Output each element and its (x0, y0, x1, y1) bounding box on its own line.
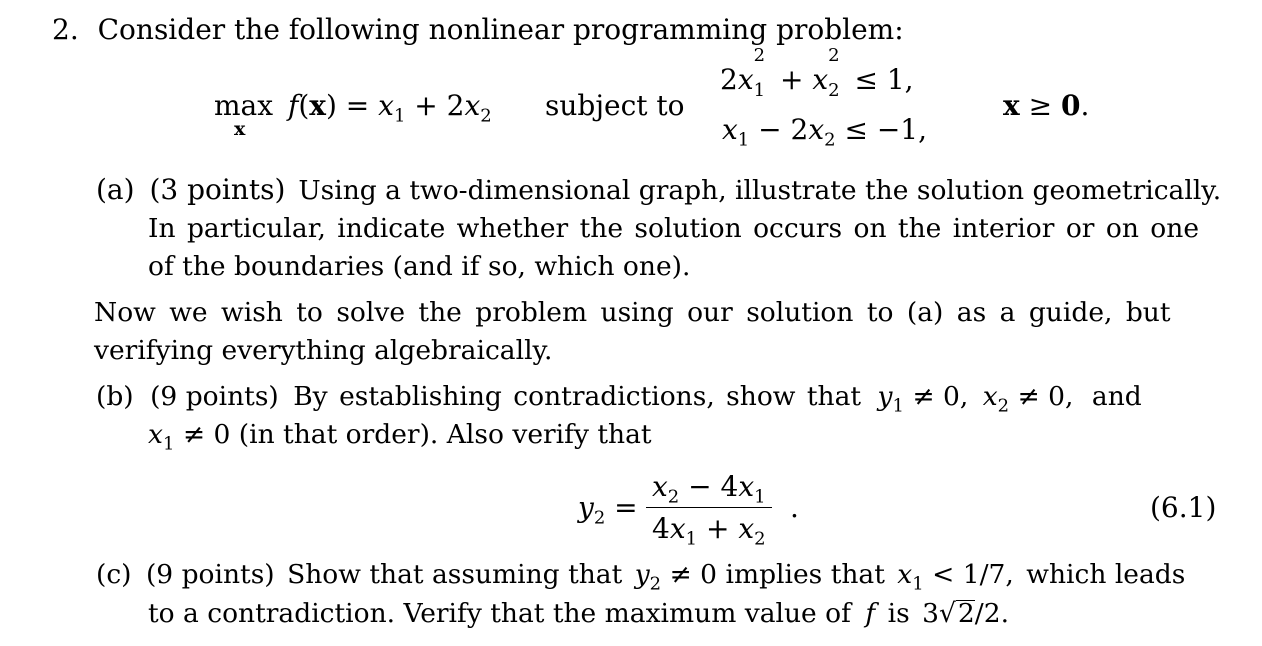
part-a-line2: In particular, indicate whether the solution occurs on the interior or on one (148, 213, 1200, 244)
part-b-line1 (96, 381, 1142, 417)
part-c-text-2: implies that (725, 559, 885, 590)
part-c-text-4: to a contradiction. Verify that the maximum value of (148, 598, 851, 629)
equation-label: (6.1) (1150, 491, 1217, 524)
part-c-line1: (c) (9 points) Show that assuming that $y_2 \ne 0$ implies that $x_1 < 1/7$, which leads (96, 559, 1186, 595)
part-c-is: is (887, 598, 910, 629)
equation-fraction (646, 470, 772, 550)
part-c-points: (9 points) (145, 559, 275, 590)
problem-intro: Consider the following nonlinear programming problem: (97, 13, 904, 46)
part-c-text-1: Show that assuming that (287, 559, 623, 590)
part-a-points: (3 points) (149, 173, 286, 206)
fraction-numerator: $x_2 - 4x_1$ (646, 470, 772, 508)
subject-to-label: subject to (545, 89, 685, 122)
equation-lhs: $y_2$ = (578, 491, 638, 529)
transition-line1: Now we wish to solve the problem using our solution to (a) as a guide, but (94, 297, 1171, 328)
max-subscript-x: x (234, 118, 246, 140)
part-b-conditions: $y_1 \ne 0$, $x_2 \ne 0$, (877, 381, 1074, 417)
sqrt-two: 2 (957, 598, 975, 629)
part-c-text-3: which leads (1026, 559, 1186, 590)
nonnegativity-constraint: x ≥ 0. (1003, 89, 1090, 122)
fraction-denominator: $4x_1 + x_2$ (652, 512, 766, 550)
part-a-line3: of the boundaries (and if so, which one). (148, 251, 691, 282)
transition-line2: verifying everything algebraically. (94, 335, 553, 366)
part-c-label: (c) (96, 559, 132, 590)
part-a-line1 (96, 173, 1222, 206)
equation-period: . (790, 491, 799, 524)
objective-function: max x $f(x) = x_1 + 2x_2$ (214, 89, 492, 140)
part-c-line2: to a contradiction. Verify that the maximum value of f is 3√2/2. (148, 598, 1009, 629)
part-b-line2: $x_1 \ne 0$ (in that order). Also verify that (148, 419, 652, 455)
problem-number: 2. (52, 13, 79, 46)
problem-heading (52, 13, 904, 46)
constraint-2: $x_1 - 2x_2 \le -1$, (722, 113, 928, 151)
part-a-text-1: Using a two-dimensional graph, illustrate the solution geometrically. (298, 175, 1222, 206)
part-b-text-1: By establishing contradictions, show that (293, 381, 862, 412)
part-b-points: (9 points) (150, 381, 279, 412)
part-a-label: (a) (96, 173, 135, 206)
part-b-text-2: (in that order). Also verify that (238, 419, 652, 450)
max-operator: max (214, 89, 274, 122)
constraint-1: 2x $_{2 1}$ + x $_{2 2}$ ≤ 1, (720, 44, 914, 101)
part-b-label: (b) (96, 381, 134, 412)
part-b-and: and (1091, 381, 1142, 412)
